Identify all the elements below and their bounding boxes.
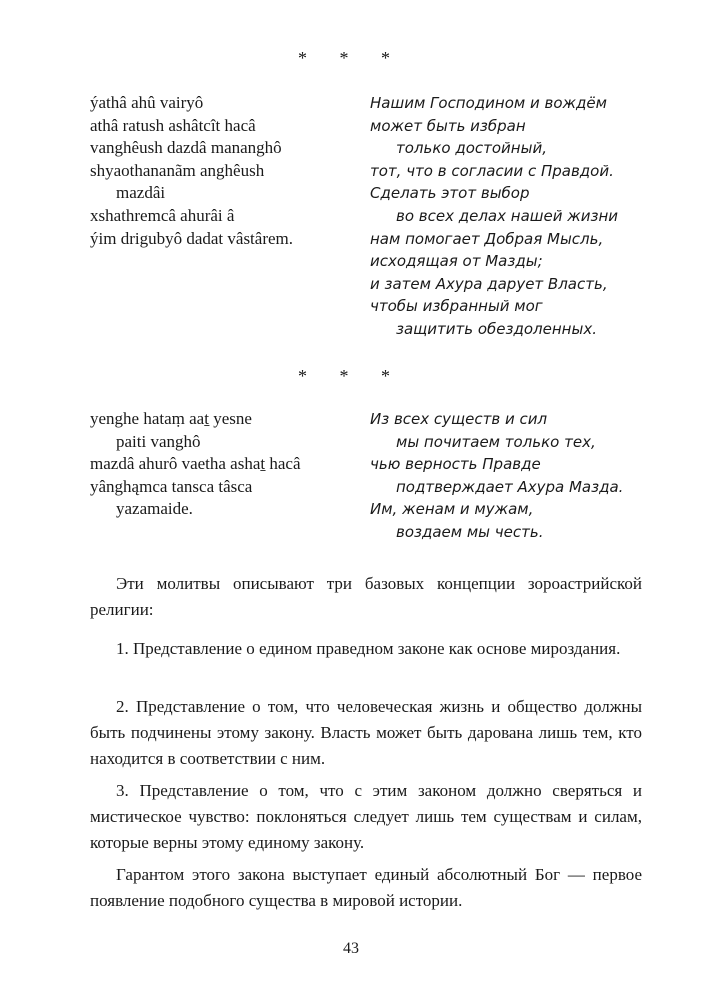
concept-item-2: [90, 694, 642, 772]
paragraph-text: Гарантом этого закона выступает единый абсолютный Бог — первое появление подобного существа в мировой истории.: [90, 865, 642, 910]
verse-line: Им, женам и мужам,: [370, 500, 534, 519]
verse-line: Нашим Господином и вождём: [370, 94, 607, 112]
avestan-text-1: [90, 92, 293, 250]
verse-line: vanghêush dazdâ mananghô: [90, 138, 282, 158]
verse-line: мы почитаем только тех,: [396, 432, 596, 451]
avestan-text-2: [90, 408, 301, 521]
paragraph-text: 1. Представление о едином праведном законе как основе мироздания.: [116, 639, 621, 658]
verse-line: воздаем мы честь.: [396, 522, 544, 541]
concept-item-3: [90, 778, 642, 856]
verse-line: чтобы избранный мог: [370, 297, 543, 316]
verse-line: yenghe hataṃ aaṯ yesne: [90, 409, 252, 428]
russian-translation-1: [370, 92, 618, 341]
verse-line: mazdâ ahurô vaetha ashaṯ hacâ: [90, 454, 301, 474]
verse-line: Сделать этот выбор: [370, 184, 530, 203]
verse-line: тот, что в согласии с Правдой.: [370, 161, 614, 180]
verse-line: исходящая от Мазды;: [370, 252, 543, 271]
section-separator: * * *: [298, 48, 404, 68]
verse-line: и затем Ахура дарует Власть,: [370, 274, 608, 293]
verse-line: может быть избран: [370, 116, 526, 135]
verse-line: shyaothananãm anghêush: [90, 160, 265, 180]
verse-line: mazdâi: [116, 183, 166, 203]
paragraph-text: 2. Представление о том, что человеческая жизнь и общество должны быть подчинены этому закону. Власть может быть дарована лишь тем, кто находится в соответствии с ним.: [90, 697, 642, 768]
verse-line: ýim drigubyô dadat vâstârem.: [90, 228, 294, 248]
verse-line: во всех делах нашей жизни: [396, 206, 619, 225]
verse-line: чью верность Правде: [370, 455, 541, 474]
verse-line: ýathâ ahû vairyô: [90, 93, 204, 112]
verse-line: yânghąmca tansca tâsca: [90, 476, 253, 496]
concept-item-1: [90, 636, 642, 662]
russian-translation-2: [370, 408, 623, 544]
verse-line: paiti vanghô: [116, 431, 201, 451]
verse-line: Из всех существ и сил: [370, 410, 548, 428]
verse-line: защитить обездоленных.: [396, 319, 597, 338]
intro-paragraph: [90, 571, 642, 623]
paragraph-text: Эти молитвы описывают три базовых концепции зороастрийской религии:: [90, 574, 642, 619]
section-separator: * * *: [298, 366, 404, 386]
verse-line: xshathremcâ ahurâi â: [90, 205, 235, 225]
verse-line: yazamaide.: [116, 499, 193, 519]
page-number: 43: [343, 940, 359, 957]
verse-line: подтверждает Ахура Мазда.: [396, 477, 624, 496]
verse-line: нам помогает Добрая Мысль,: [370, 229, 604, 248]
conclusion-paragraph: [90, 862, 642, 914]
verse-line: только достойный,: [396, 139, 547, 158]
paragraph-text: 3. Представление о том, что с этим законом должно сверяться и мистическое чувство: поклоняться следует лишь тем существам и силам, которые верны этому единому закону.: [90, 781, 642, 852]
verse-line: athâ ratush ashâtcît hacâ: [90, 115, 256, 135]
